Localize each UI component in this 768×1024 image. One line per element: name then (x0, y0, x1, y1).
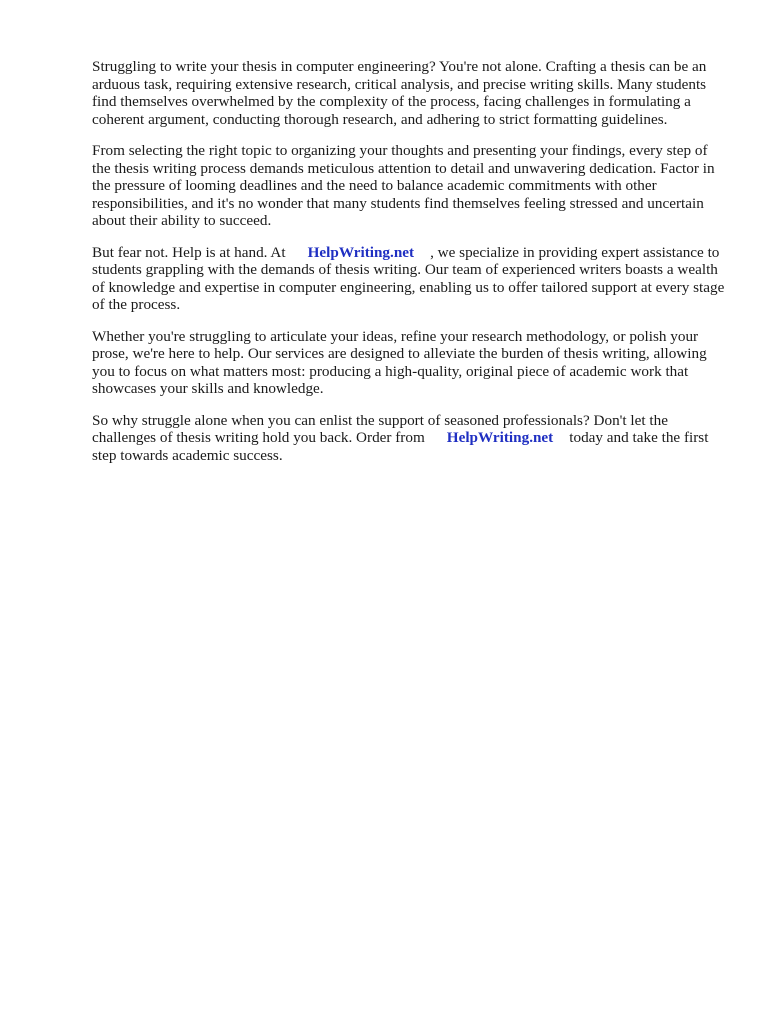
helpwriting-link[interactable]: HelpWriting.net (307, 243, 415, 261)
paragraph-help (92, 244, 728, 314)
paragraph-intro-text: Struggling to write your thesis in computer engineering? You're not alone. Crafting a thesis can be an arduous task, requiring extensive research, critical analysis, and precise writing skills. Many students find themselves overwhelmed by the complexity of the process, facing challenges in formulating a coherent argument, conducting thorough research, and adhering to strict formatting guidelines. (92, 58, 707, 128)
paragraph-process (92, 142, 728, 230)
paragraph-process-text: From selecting the right topic to organizing your thoughts and presenting your findings, every step of the thesis writing process demands meticulous attention to detail and unwavering dedication. Factor in the pressure of looming deadlines and the need to balance academic commitments with other responsibilities, and it's no wonder that many students find themselves feeling stressed and uncertain about their ability to succeed. (92, 142, 715, 229)
paragraph-services (92, 328, 728, 398)
paragraph-help-before: But fear not. Help is at hand. At (92, 243, 286, 261)
paragraph-closing-before: So why struggle alone when you can enlist the support of seasoned professionals? Don't let the challenges of thesis writing hold you back. Order from (92, 411, 668, 446)
paragraph-closing (92, 412, 728, 465)
paragraph-closing-after: today and take the first step towards academic success. (92, 429, 709, 464)
paragraph-intro (92, 58, 728, 128)
helpwriting-link-closing[interactable]: HelpWriting.net (446, 429, 554, 446)
paragraph-help-after: , we specialize in providing expert assistance to students grappling with the demands of thesis writing. Our team of experienced writers boasts a wealth of knowledge and expertise in computer engineering, enabling us to offer tailored support at every stage of the process. (92, 243, 725, 313)
document-body (92, 58, 728, 478)
paragraph-services-text: Whether you're struggling to articulate your ideas, refine your research methodology, or polish your prose, we're here to help. Our services are designed to alleviate the burden of thesis writing, allowing you to focus on what matters most: producing a high-quality, original piece of academic work that showcases your skills and knowledge. (92, 327, 707, 397)
